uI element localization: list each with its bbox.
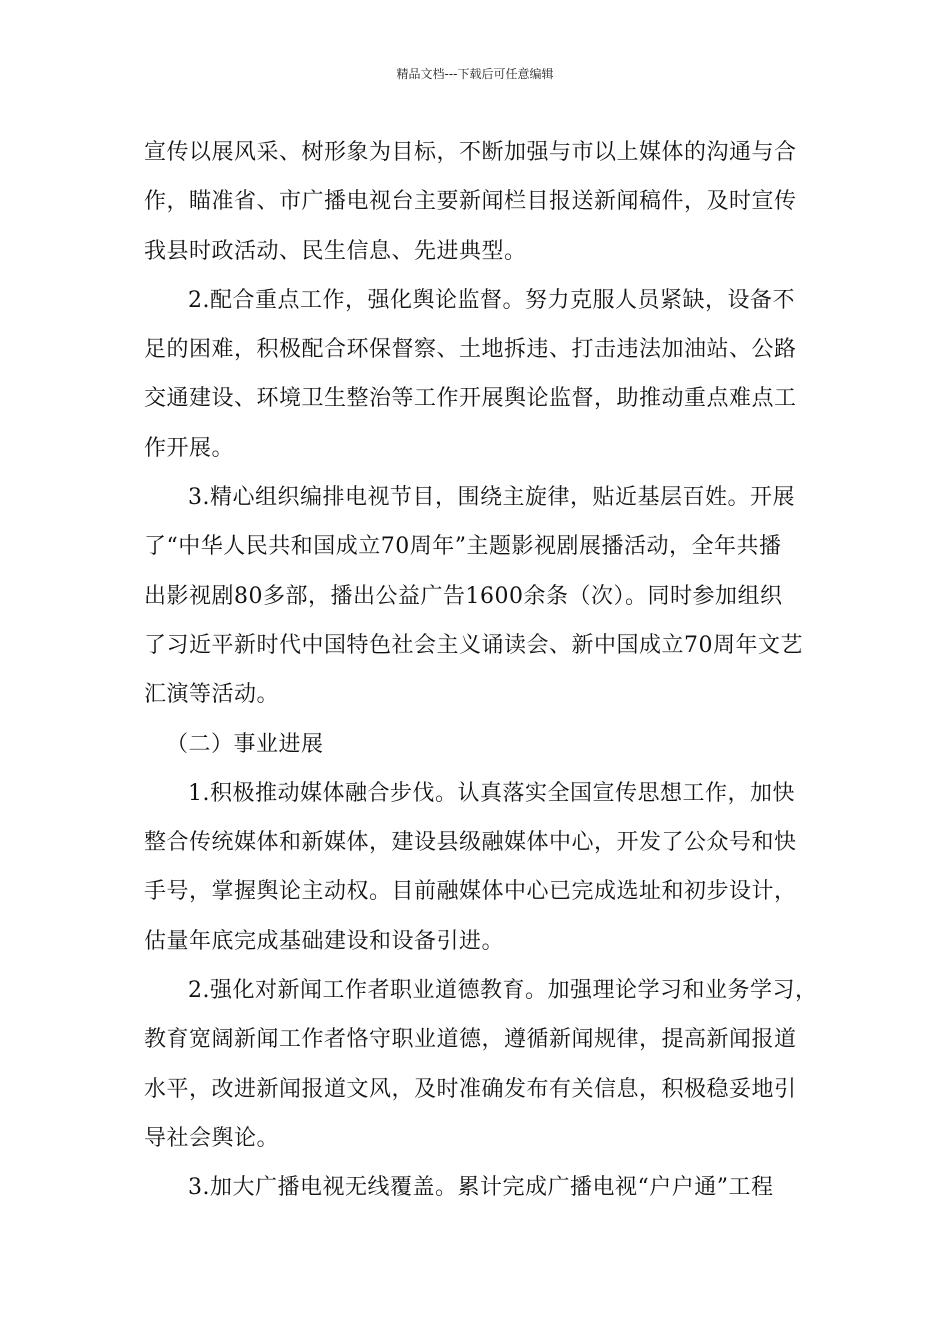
text-line: 手号，掌握舆论主动权。目前融媒体中心已完成选址和初步设计，	[144, 879, 797, 905]
paragraph-start-line: 1.积极推动媒体融合步伐。认真落实全国宣传思想工作，加快	[188, 780, 795, 806]
text-line: 导社会舆论。	[144, 1125, 280, 1151]
paragraph-start-line: 3.精心组织编排电视节目，围绕主旋律，贴近基层百姓。开展	[188, 485, 795, 511]
text-line: 作，瞄准省、市广播电视台主要新闻栏目报送新闻稿件，及时宣传	[144, 189, 797, 215]
text-line: 宣传以展风采、树形象为目标，不断加强与市以上媒体的沟通与合	[144, 140, 797, 165]
text-line: 教育宽阔新闻工作者恪守职业道德，遵循新闻规律，提高新闻报道	[144, 1027, 797, 1053]
text-line: 足的困难，积极配合环保督察、土地拆违、打击违法加油站、公路	[144, 337, 797, 363]
text-line: 作开展。	[144, 435, 235, 461]
document-body	[144, 128, 818, 1213]
section-heading: （二）事业进展	[166, 731, 324, 757]
text-line: 水平，改进新闻报道文风，及时准确发布有关信息，积极稳妥地引	[144, 1076, 797, 1102]
text-line: 估量年底完成基础建设和设备引进。	[144, 928, 505, 954]
page-header: 精品文档---下载后可任意编辑	[396, 67, 554, 81]
paragraph-start-line: 2.配合重点工作，强化舆论监督。努力克服人员紧缺，设备不	[188, 287, 795, 313]
text-line: 汇演等活动。	[144, 682, 280, 708]
text-line: 了习近平新时代中国特色社会主义诵读会、新中国成立70周年文艺	[144, 632, 803, 658]
paragraph-start-line: 3.加大广播电视无线覆盖。累计完成广播电视“户户通”工程	[188, 1175, 774, 1201]
text-line: 我县时政活动、民生信息、先进典型。	[144, 238, 527, 264]
text-line: 了“中华人民共和国成立70周年”主题影视剧展播活动，全年共播	[144, 534, 782, 560]
text-line: 出影视剧80多部，播出公益广告1600余条（次）。同时参加组织	[144, 583, 783, 609]
paragraph-start-line: 2.强化对新闻工作者职业道德教育。加强理论学习和业务学习，	[188, 978, 818, 1004]
text-line: 交通建设、环境卫生整治等工作开展舆论监督，助推动重点难点工	[144, 386, 797, 412]
text-line: 整合传统媒体和新媒体，建设县级融媒体中心，开发了公众号和快	[144, 830, 797, 856]
